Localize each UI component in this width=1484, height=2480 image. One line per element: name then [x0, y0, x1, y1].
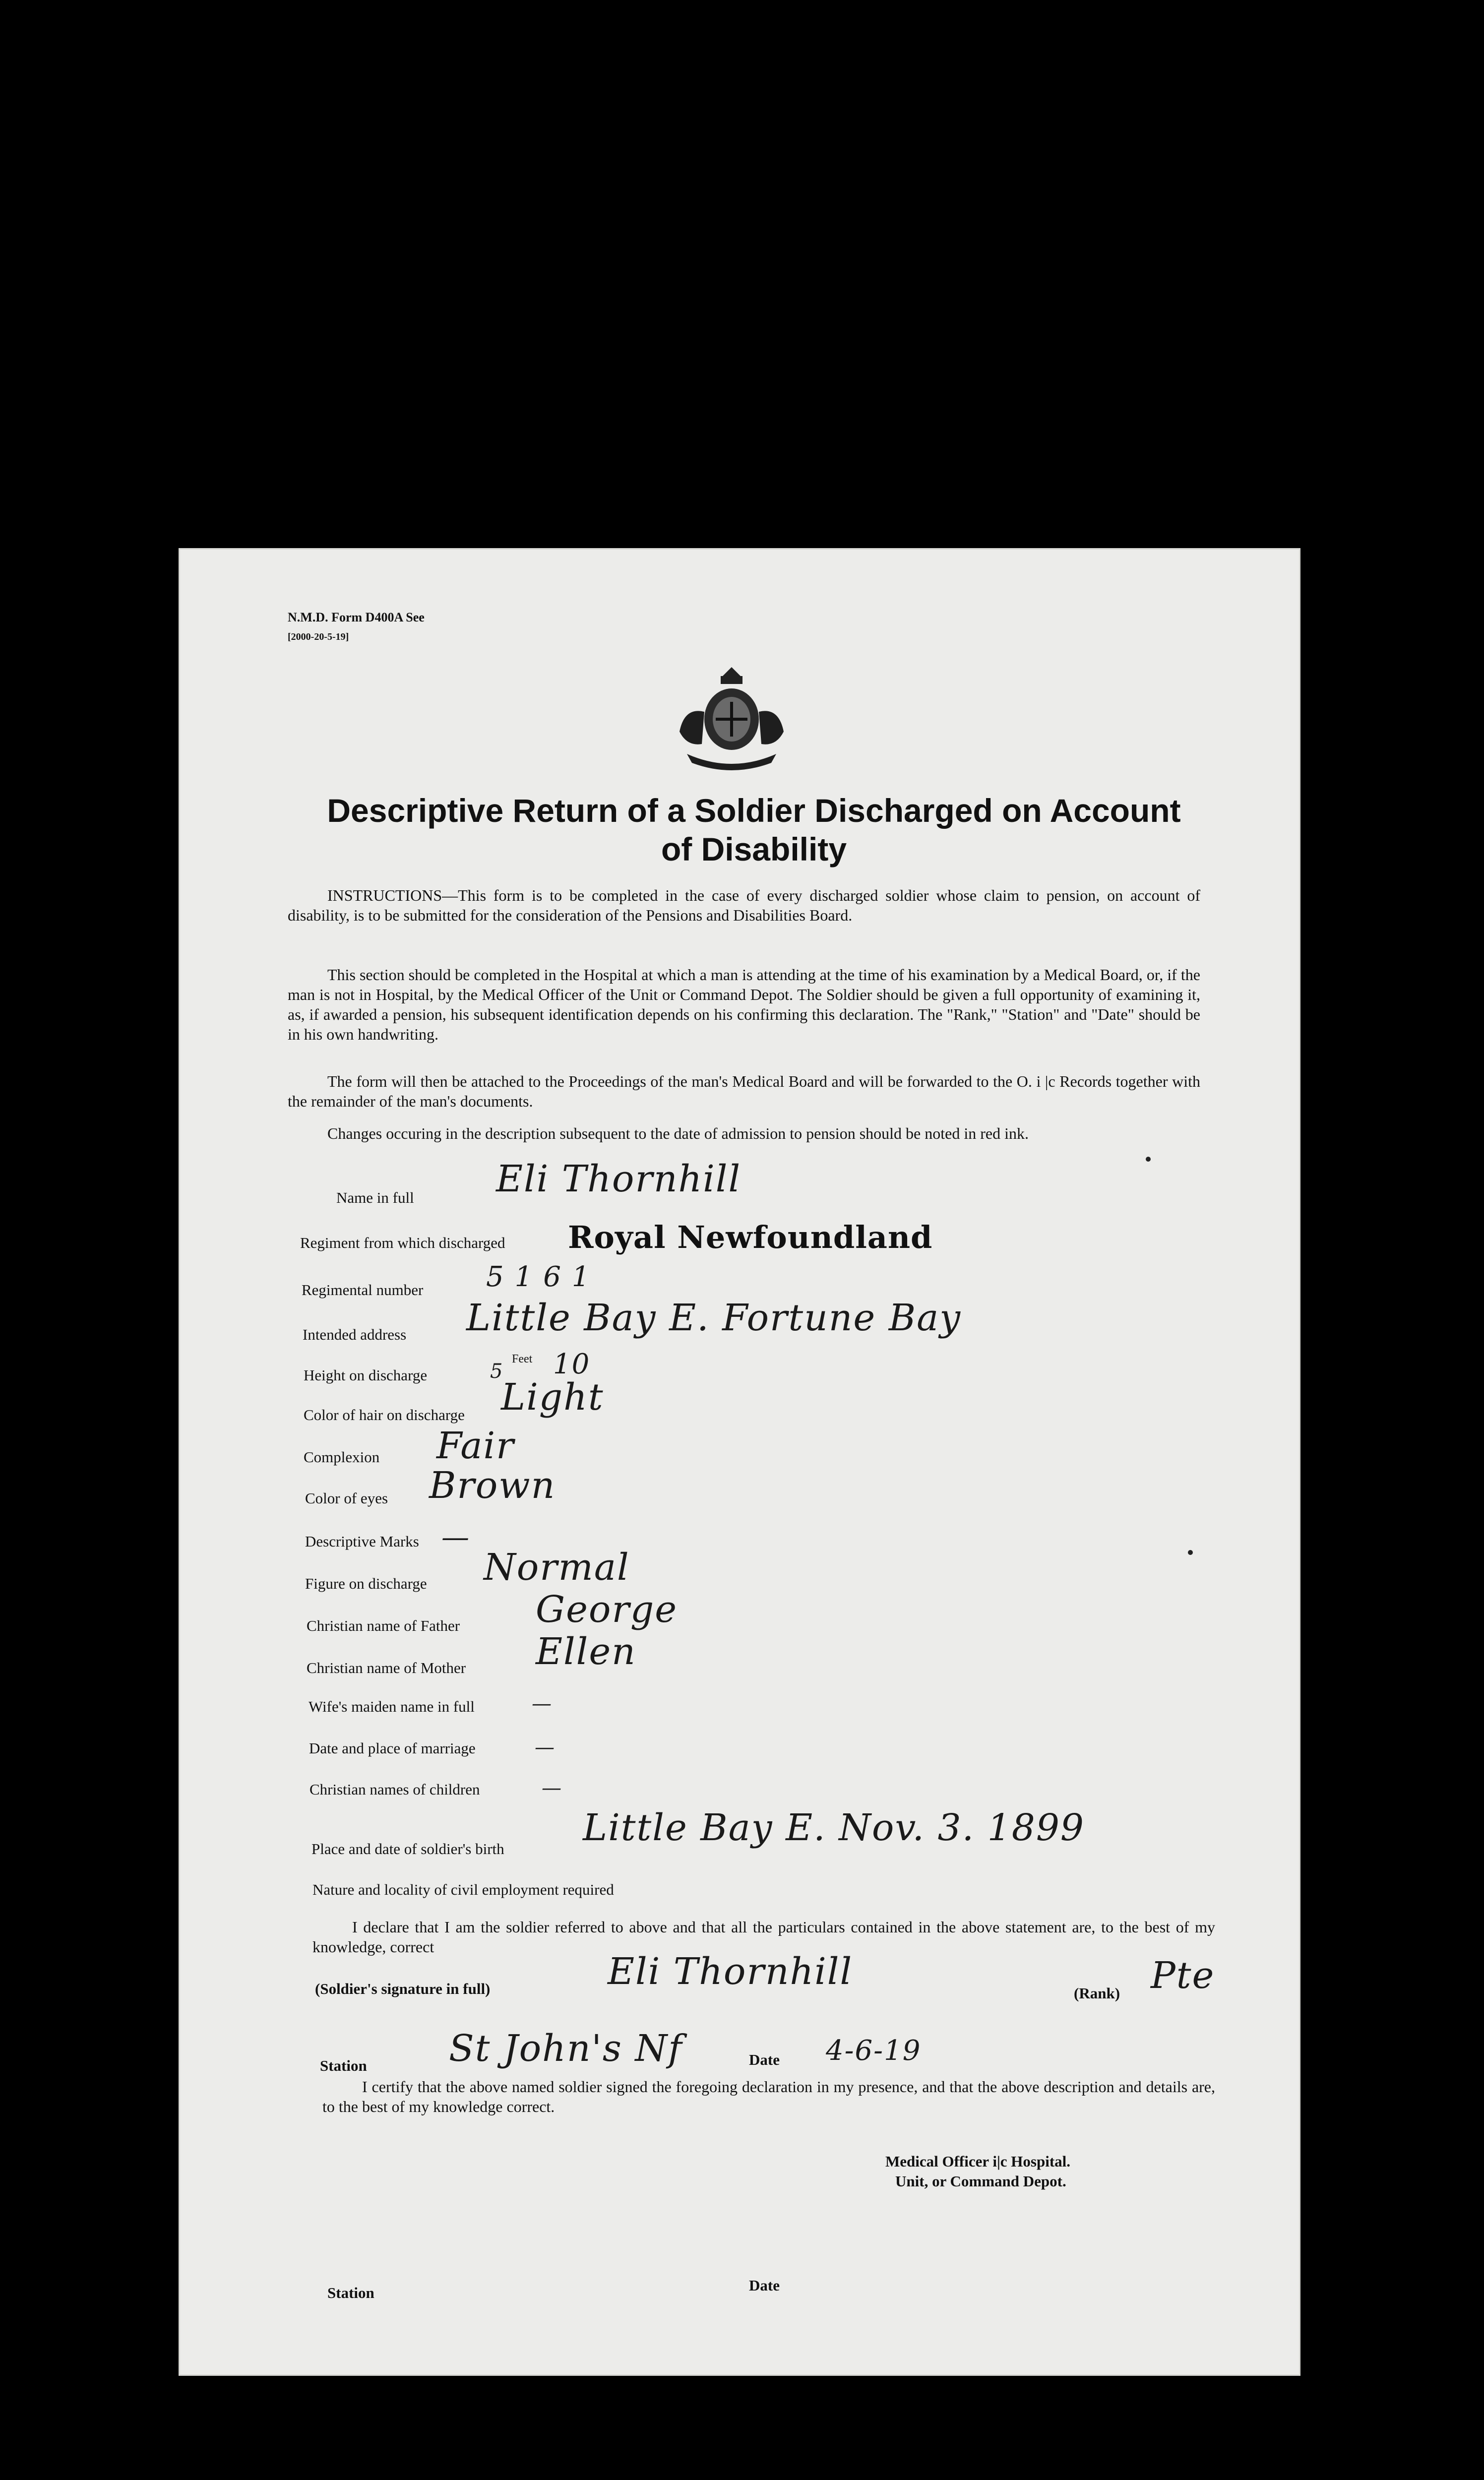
form-code: [2000-20-5-19]: [288, 631, 349, 642]
wife-label: Wife's maiden name in full: [309, 1698, 475, 1715]
eyes-label: Color of eyes: [305, 1489, 388, 1507]
title-line-2: of Disability: [661, 831, 847, 868]
eyes-value: Brown: [429, 1464, 556, 1507]
rank-value: Pte: [1151, 1954, 1215, 1997]
instructions-paragraph-3: [288, 1071, 1200, 1111]
complexion-label: Complexion: [304, 1448, 380, 1466]
bottom-date-label: Date: [749, 2277, 780, 2294]
date-label: Date: [749, 2051, 780, 2068]
instructions-text-3: The form will then be attached to the Proceedings of the man's Medical Board and will be forwarded to the O. i |c Records together with the remainder of the man's documents.: [288, 1072, 1200, 1110]
medical-officer-line-1: Medical Officer i|c Hospital.: [885, 2153, 1070, 2170]
children-value: —: [542, 1777, 562, 1799]
station-value: St John's Nf: [449, 2027, 683, 2070]
instructions-paragraph-1: [288, 885, 1200, 925]
certification-text: I certify that the above named soldier signed the foregoing declaration in my presence, and that the above description and details are, to the best of my knowledge correct.: [322, 2078, 1215, 2115]
birth-value: Little Bay E. Nov. 3. 1899: [583, 1806, 1085, 1849]
regiment-value: Royal Newfoundland: [568, 1219, 933, 1255]
station-label: Station: [320, 2057, 367, 2074]
form-title: [258, 791, 1250, 868]
regimental-number-label: Regimental number: [302, 1281, 424, 1299]
marriage-label: Date and place of marriage: [309, 1739, 476, 1757]
marriage-value: —: [535, 1736, 556, 1759]
signature-value: Eli Thornhill: [608, 1950, 853, 1993]
height-feet-value: 5: [490, 1360, 504, 1383]
regiment-label: Regiment from which discharged: [300, 1234, 505, 1251]
medical-officer-line-2: Unit, or Command Depot.: [895, 2172, 1066, 2190]
royal-crest-icon: [657, 662, 806, 776]
hair-value: Light: [501, 1376, 604, 1419]
instructions-text-4: Changes occuring in the description subsequent to the date of admission to pension should be noted in red ink.: [327, 1124, 1029, 1142]
declaration-text: I declare that I am the soldier referred to above and that all the particulars contained in the above statement are, to the best of my knowledge, correct: [312, 1918, 1215, 1956]
father-value: George: [536, 1588, 678, 1631]
bottom-station-label: Station: [327, 2284, 374, 2301]
signature-label: (Soldier's signature in full): [315, 1980, 491, 1997]
complexion-value: Fair: [436, 1425, 515, 1467]
mother-label: Christian name of Mother: [307, 1659, 466, 1676]
form-sheet: [179, 548, 1300, 2376]
height-feet-word: Feet: [512, 1353, 533, 1365]
form-number: N.M.D. Form D400A See: [288, 610, 425, 624]
address-label: Intended address: [303, 1326, 407, 1343]
instructions-paragraph-2: [288, 965, 1200, 1044]
title-line-1: Descriptive Return of a Soldier Discharged on Account: [327, 792, 1181, 829]
address-value: Little Bay E. Fortune Bay: [466, 1297, 962, 1339]
wife-value: —: [532, 1692, 553, 1715]
date-value: 4-6-19: [826, 2035, 922, 2067]
marks-label: Descriptive Marks: [305, 1533, 419, 1550]
instructions-text-2: This section should be completed in the Hospital at which a man is attending at the time of his examination by a Medical Board, or, if the man is not in Hospital, by the Medical Officer of the Unit or Command Depot. The Soldier should be given a full opportunity of examining it, as, if awarded a pension, his subsequent identification depends on his confirming this declaration. The "Rank," "Station" and "Date" should be in his own handwriting.: [288, 966, 1200, 1043]
regimental-number-value: 5161: [486, 1261, 601, 1293]
instructions-text-1: INSTRUCTIONS—This form is to be completed in the case of every discharged soldier whose claim to pension, on account of disability, is to be submitted for the consideration of the Pensions and Disabilities Board.: [288, 886, 1200, 924]
figure-value: Normal: [484, 1546, 630, 1589]
children-label: Christian names of children: [309, 1781, 480, 1798]
birth-label: Place and date of soldier's birth: [311, 1840, 504, 1858]
employment-label: Nature and locality of civil employment required: [312, 1881, 614, 1898]
ink-dot: [1146, 1157, 1151, 1162]
name-label: Name in full: [336, 1189, 414, 1206]
height-inches-value: 10: [553, 1348, 591, 1380]
hair-label: Color of hair on discharge: [304, 1406, 465, 1424]
father-label: Christian name of Father: [307, 1617, 460, 1634]
rank-label: (Rank): [1074, 1984, 1120, 2002]
figure-label: Figure on discharge: [305, 1575, 427, 1592]
instructions-paragraph-4: [288, 1123, 1200, 1143]
mother-value: Ellen: [536, 1630, 636, 1673]
certification: [322, 2077, 1215, 2116]
name-value: Eli Thornhill: [496, 1158, 742, 1200]
ink-dot: [1188, 1550, 1193, 1555]
marks-value: —: [441, 1521, 470, 1553]
height-label: Height on discharge: [304, 1366, 428, 1384]
